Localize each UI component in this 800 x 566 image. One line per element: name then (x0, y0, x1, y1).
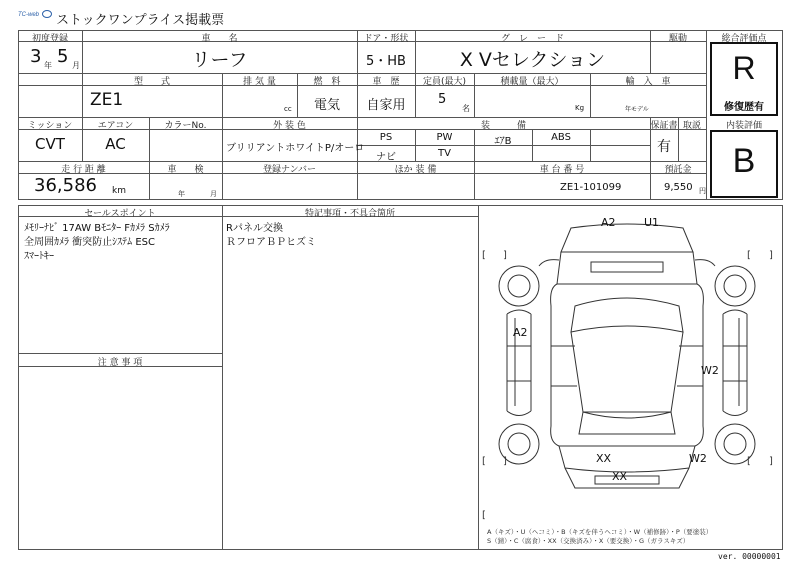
label-color-no: カラーNo. (164, 121, 207, 131)
svg-text:[: [ (482, 510, 486, 521)
svg-text:]: ] (769, 250, 773, 261)
bracket-marks (482, 250, 773, 521)
label-capacity: 定員(最大) (422, 77, 467, 87)
label-fuel: 燃 料 (313, 77, 341, 87)
sales-points-list (24, 222, 170, 264)
label-aircon: エアコン (97, 121, 134, 131)
car-top-view (539, 224, 715, 488)
remark-line: Rパネル交換 (226, 223, 283, 234)
exterior-color-value: ブリリアントホワイトP/オーロ (226, 143, 365, 154)
damage-legend (487, 527, 712, 545)
interior-grade-value: B (732, 142, 756, 180)
sales-point-line: 全周囲ｶﾒﾗ 衝突防止ｼｽﾃﾑ ESC (24, 237, 156, 248)
wheel-front-left (499, 266, 539, 306)
mark-w2-rear: W2 (689, 452, 707, 465)
usage-value: 自家用 (366, 98, 406, 113)
year-unit: 年 (44, 61, 52, 70)
grade-value: X Vセレクション (459, 49, 606, 71)
label-warranty: 保証書 (650, 121, 678, 131)
first-reg-year: 3 (30, 46, 42, 67)
label-mileage: 走 行 距 離 (61, 165, 106, 175)
inspection-year-unit: 年 (178, 190, 185, 198)
label-manual: 取説 (682, 121, 701, 131)
version-label: ver. 00000001 (718, 552, 781, 561)
mark-xx-rear-1: XX (596, 452, 612, 465)
car-damage-diagram (479, 206, 781, 548)
right-side-profile (723, 310, 747, 416)
wheel-front-right (715, 266, 755, 306)
label-usage: 車 歴 (372, 77, 400, 87)
svg-text:[: [ (747, 250, 751, 261)
label-sales-points: セールスポイント (84, 209, 156, 219)
mileage-unit: km (112, 186, 126, 196)
label-chassis-number: 車 台 番 号 (539, 165, 585, 175)
label-first-registration: 初度登録 (31, 34, 68, 44)
svg-text:]: ] (769, 456, 773, 467)
mark-a2-left: A2 (513, 326, 528, 339)
deposit-value: 9,550 (664, 182, 693, 193)
label-interior-grade: 内装評価 (725, 121, 762, 131)
label-remarks: 特記事項・不具合箇所 (304, 209, 395, 219)
label-grade: グ レ ー ド (500, 34, 564, 44)
month-unit: 月 (72, 61, 80, 70)
model-year-unit: 年モデル (625, 106, 649, 113)
overall-grade-note: 修復歴有 (724, 102, 764, 113)
equip-ps: PS (379, 132, 393, 143)
legend-line-2: S（錆）・C（腐食）・XX（交換済み）・X（要交換）・G（ガラスキズ） (487, 537, 690, 545)
deposit-unit: 円 (699, 187, 706, 195)
mark-w2-right: W2 (701, 364, 719, 377)
damage-marks (513, 216, 719, 483)
legend-line-1: A（キズ）・U（ヘコミ）・B（キズを伴うヘコミ）・W（補修跡）・P（要塗装） (487, 528, 713, 536)
label-displacement: 排 気 量 (243, 77, 276, 87)
svg-text:[: [ (482, 250, 486, 261)
sales-point-line: ﾒﾓﾘｰﾅﾋﾞ 17AW Bﾓﾆﾀｰ Fｶﾒﾗ Sｶﾒﾗ (24, 223, 170, 234)
brand-mark-icon (42, 10, 52, 18)
logo: TC-web (18, 12, 40, 18)
page-title: ストックワンプライス掲載票 (56, 13, 225, 28)
mark-xx-rear-2: XX (612, 470, 628, 483)
chassis-number-value: ZE1-101099 (560, 182, 622, 193)
svg-text:[: [ (747, 456, 751, 467)
inspection-month-unit: 月 (210, 190, 217, 198)
label-load: 積載量（最大） (500, 77, 564, 87)
remark-line: ＲフロアＢＰヒズミ (226, 237, 316, 248)
svg-text:]: ] (503, 250, 507, 261)
model-value: ZE1 (90, 90, 124, 110)
mission-value: CVT (35, 135, 65, 153)
equip-tv: TV (438, 148, 451, 159)
sales-point-line: ｽﾏｰﾄｷｰ (24, 251, 54, 262)
label-drive: 駆動 (668, 34, 687, 44)
equip-pw: PW (436, 132, 453, 143)
car-name-value: リーフ (191, 49, 248, 71)
cc-unit: cc (284, 105, 292, 113)
label-overall-grade: 総合評価点 (721, 34, 767, 44)
label-equipment: 装 備 (480, 121, 526, 131)
label-mission: ミッション (27, 121, 73, 131)
equip-abs: ABS (551, 132, 571, 143)
mark-a2-top: A2 (601, 216, 616, 229)
label-car-name: 車 名 (201, 34, 238, 44)
first-reg-month: 5 (57, 46, 69, 67)
label-door-type: ドア・形状 (363, 34, 409, 44)
label-deposit: 預託金 (664, 165, 692, 175)
label-plate-number: 登録ナンバー (263, 165, 316, 175)
wheel-rear-left (499, 424, 539, 464)
capacity-value: 5 (438, 92, 447, 107)
kg-unit: Kg (575, 104, 585, 112)
warranty-value: 有 (657, 139, 671, 155)
mark-u1-top: U1 (644, 216, 660, 229)
capacity-unit: 名 (462, 104, 470, 113)
label-import: 輸 入 車 (625, 77, 671, 87)
remarks-list (226, 222, 316, 250)
label-inspection: 車 検 (167, 165, 204, 175)
label-other-equipment: ほか 装 備 (394, 165, 437, 175)
label-exterior-color: 外 装 色 (273, 121, 306, 131)
door-type-value: 5・HB (366, 54, 406, 69)
aircon-value: AC (105, 135, 126, 153)
label-notes: 注 意 事 項 (97, 358, 143, 368)
wheel-rear-right (715, 424, 755, 464)
equip-navi: ナビ (376, 152, 396, 163)
fuel-value: 電気 (313, 98, 340, 113)
equip-airbag: ｴｱB (494, 136, 512, 147)
svg-text:[: [ (482, 456, 486, 467)
header (18, 8, 418, 28)
label-model: 型 式 (133, 77, 170, 87)
mileage-value: 36,586 (34, 175, 97, 196)
overall-grade-value: R (732, 50, 756, 86)
svg-text:]: ] (503, 456, 507, 467)
